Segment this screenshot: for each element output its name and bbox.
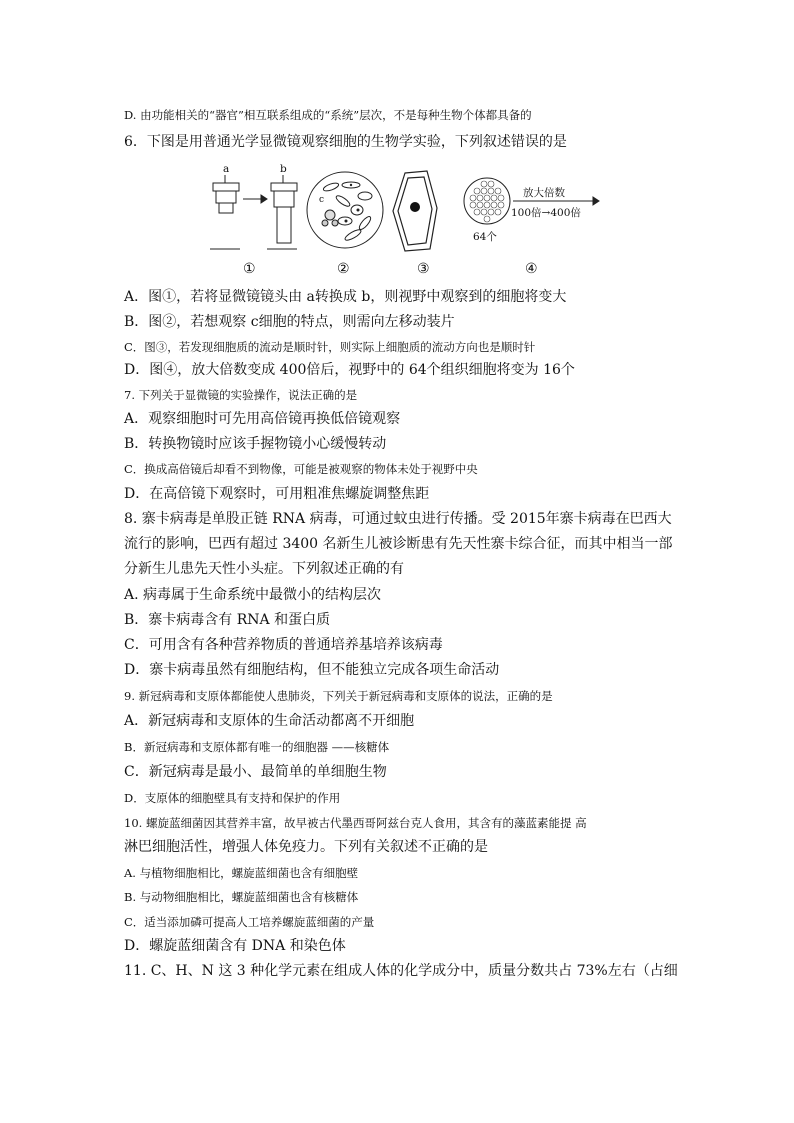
option-6d: D．图④，放大倍数变成 400倍后，视野中的 64个组织细胞将变为 16个 — [124, 362, 575, 378]
option-9b: B．新冠病毒和支原体都有唯一的细胞器 ——核糖体 — [124, 740, 390, 754]
question-10-line-2: 淋巴细胞活性，增强人体免疫力。下列有关叙述不正确的是 — [124, 839, 488, 855]
option-7a: A．观察细胞时可先用高倍镜再换低倍镜观察 — [124, 411, 401, 427]
option-10a: A. 与植物细胞相比，螺旋蓝细菌也含有细胞壁 — [124, 866, 359, 880]
question-8-line-2: 流行的影响，巴西有超过 3400 名新生儿被诊断患有先天性寨卡综合征，而其中相当一部 — [124, 536, 673, 552]
option-6b: B．图②，若想观察 c细胞的特点，则需向左移动装片 — [124, 314, 455, 330]
question-9: 9. 新冠病毒和支原体都能使人患肺炎，下列关于新冠病毒和支原体的说法，正确的是 — [124, 689, 553, 703]
question-6: 6．下图是用普通光学显微镜观察细胞的生物学实验，下列叙述错误的是 — [124, 134, 567, 150]
cell-count: 64个 — [473, 231, 497, 243]
option-7b: B．转换物镜时应该手握物镜小心缓慢转动 — [124, 436, 387, 452]
lens-a-label: a — [223, 163, 230, 175]
panel-label-4: ④ — [525, 261, 538, 277]
zoom-label: 放大倍数 — [523, 187, 565, 199]
field-of-view-cells — [307, 172, 383, 248]
panel-label-1: ① — [243, 261, 256, 277]
lens-b-label: b — [280, 163, 287, 175]
option-9a: A．新冠病毒和支原体的生命活动都离不开细胞 — [124, 713, 415, 729]
question-7: 7. 下列关于显微镜的实验操作，说法正确的是 — [124, 388, 358, 402]
option-8d: D．寨卡病毒虽然有细胞结构，但不能独立完成各项生命活动 — [124, 662, 500, 678]
nucleus-icon — [410, 202, 420, 212]
panel-label-3: ③ — [417, 261, 430, 277]
question-11: 11. C、H、N 这 3 种化学元素在组成人体的化学成分中，质量分数共占 73%左右（占细 — [124, 963, 678, 979]
option-6a: A．图①，若将显微镜镜头由 a转换成 b，则视野中观察到的细胞将变大 — [124, 289, 567, 305]
arrow-icon — [243, 195, 267, 203]
option-10c: C．适当添加磷可提高人工培养螺旋蓝细菌的产量 — [124, 915, 375, 929]
question-10-line-1: 10. 螺旋蓝细菌因其营养丰富，故早被古代墨西哥阿兹台克人食用，其含有的藻蓝素能提 高 — [124, 816, 587, 830]
microscope-figure — [205, 163, 600, 283]
option-6c: C．图③，若发现细胞质的流动是顺时针，则实际上细胞质的流动方向也是顺时针 — [124, 340, 536, 354]
objective-lens-a — [210, 175, 240, 249]
question-8-line-3: 分新生儿患先天性小头症。下列叙述正确的有 — [124, 561, 404, 577]
option-8c: C．可用含有各种营养物质的普通培养基培养该病毒 — [124, 637, 443, 653]
option-9d: D．支原体的细胞壁具有支持和保护的作用 — [124, 791, 341, 805]
question-8-line-1: 8. 寨卡病毒是单股正链 RNA 病毒，可通过蚊虫进行传播。受 2015年寨卡病毒在巴西大 — [124, 511, 672, 527]
option-10d: D．螺旋蓝细菌含有 DNA 和染色体 — [124, 938, 346, 954]
option-9c: C．新冠病毒是最小、最简单的单细胞生物 — [124, 764, 387, 780]
cell-c-label: c — [319, 195, 325, 205]
zoom-range: 100倍→400倍 — [511, 207, 581, 219]
option-10b: B. 与动物细胞相比，螺旋蓝细菌也含有核糖体 — [124, 890, 359, 904]
option-7d: D．在高倍镜下观察时，可用粗准焦螺旋调整焦距 — [124, 486, 430, 502]
panel-label-2: ② — [337, 261, 350, 277]
option-8b: B．寨卡病毒含有 RNA 和蛋白质 — [124, 612, 331, 628]
objective-lens-b — [267, 175, 297, 249]
option-8a: A. 病毒属于生命系统中最微小的结构层次 — [124, 587, 382, 603]
option-7c: C．换成高倍镜后却看不到物像，可能是被观察的物体未处于视野中央 — [124, 462, 478, 476]
line-d5: D. 由功能相关的“器官”相互联系组成的“系统”层次，不是每种生物个体都具备的 — [124, 108, 532, 122]
